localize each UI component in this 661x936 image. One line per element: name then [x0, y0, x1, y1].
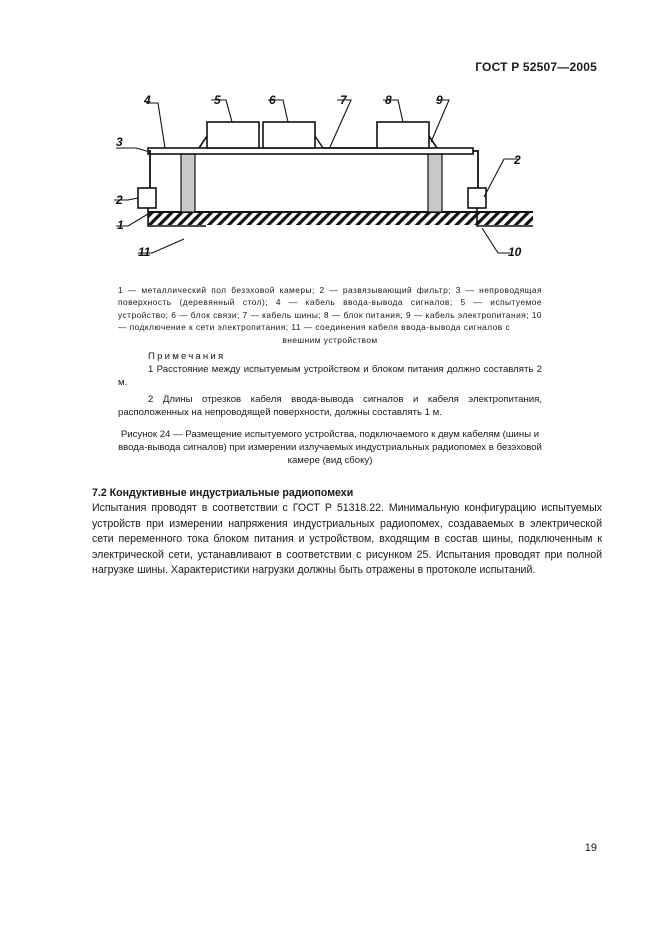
label-6: 6 — [269, 93, 276, 107]
label-10: 10 — [508, 245, 522, 259]
legend-text: 1 — металлический пол безэховой камеры; 2 — развязывающий фильтр; 3 — непроводящая поверхность (деревянный стол); 4 — кабель ввода-вывода сигналов; 5 — испытуемое устройство; 6 — блок связи; 7 — кабель шины; 8 — блок питания; 9 — кабель электропитания; 10 — подключение к сети электропитания; 11 — соединения кабеля ввода-вывода сигналов с — [118, 285, 542, 333]
decoupling-filter-left — [138, 188, 156, 208]
figure-caption: Рисунок 24 — Размещение испытуемого устройства, подключаемого к двум кабелям (шины и ввода-вывода сигналов) при измерении излучаемых индустриальных радиопомех в безэховой камере (вид сбоку) — [118, 429, 542, 466]
label-8: 8 — [385, 93, 392, 107]
label-1: 1 — [117, 218, 124, 232]
label-3: 3 — [116, 135, 123, 149]
section-title: 7.2 Кондуктивные индустриальные радиопомехи — [92, 487, 354, 499]
diagram-svg — [106, 88, 546, 263]
table-leg-left — [181, 153, 195, 212]
communication-unit — [263, 122, 315, 148]
label-5: 5 — [214, 93, 221, 107]
table-top — [148, 148, 473, 154]
signal-cable-on-table — [199, 136, 207, 148]
page-number: 19 — [584, 842, 597, 854]
leader-lines — [114, 100, 518, 253]
label-7: 7 — [340, 93, 347, 107]
power-supply-unit — [377, 122, 429, 148]
figure-24-diagram — [106, 88, 546, 263]
notes-header: Примечания — [148, 351, 226, 362]
label-2-left: 2 — [116, 193, 123, 207]
table-leg-right — [428, 153, 442, 212]
figure-notes — [118, 350, 542, 419]
bus-cable — [315, 136, 377, 148]
section-body: Испытания проводят в соответствии с ГОСТ Р 51318.22. Минимальную конфигурацию испытуемых устройств при измерении напряжения индустриальных радиопомех, создаваемых в электрической сети переменного тока блоком питания и устройством, входящим в состав шины, подключенным к электрической сети, устанавливают в соответствии с рисунком 25. Испытания проводят при полной нагрузке шины. Характеристики нагрузки должны быть отражены в протоколе испытаний. — [92, 502, 602, 577]
label-2-right: 2 — [514, 153, 521, 167]
note-1: 1 Расстояние между испытуемым устройством и блоком питания должно составлять 2 м. — [118, 364, 542, 388]
label-11: 11 — [138, 245, 151, 259]
decoupling-filter-right — [468, 188, 486, 208]
standard-id: ГОСТ Р 52507—2005 — [475, 60, 597, 74]
legend-last-line: внешним устройством — [282, 334, 378, 345]
section-7-2 — [92, 486, 602, 578]
metal-floor — [148, 212, 533, 225]
label-9: 9 — [436, 93, 443, 107]
device-under-test — [207, 122, 259, 148]
note-2: 2 Длины отрезков кабеля ввода-вывода сигналов и кабеля электропитания, расположенных на непроводящей поверхности, должны составлять 1 м. — [118, 394, 542, 418]
figure-legend — [118, 284, 542, 346]
label-4: 4 — [144, 93, 151, 107]
power-cable-vertical — [473, 151, 478, 188]
